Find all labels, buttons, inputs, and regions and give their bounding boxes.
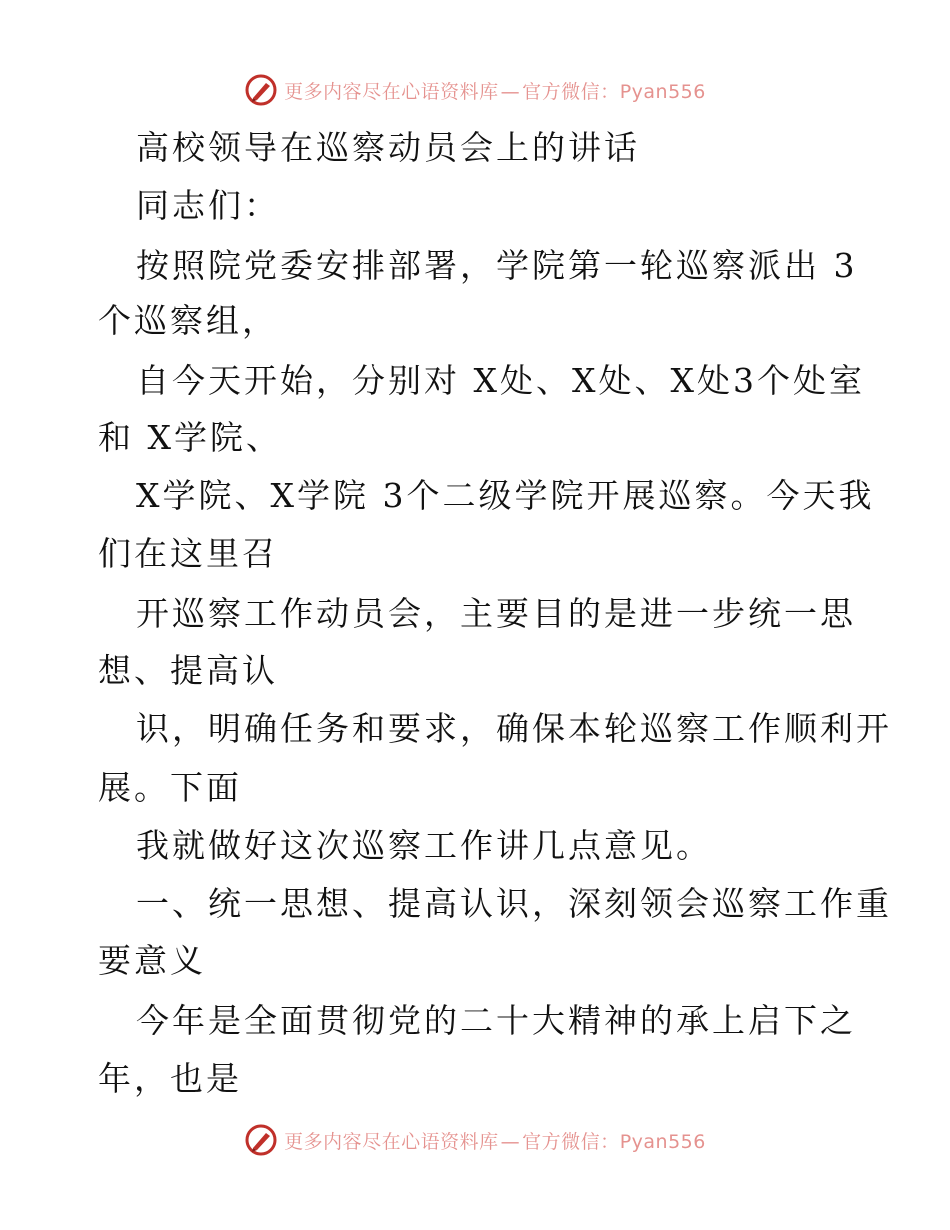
watermark-site-text: 更多内容尽在心语资料库: [284, 1130, 499, 1153]
text-line: 开巡察工作动员会，主要目的是进一步统一思: [136, 594, 856, 633]
footer-watermark: [0, 1120, 950, 1160]
watermark-text: [284, 1127, 706, 1154]
watermark-contact-label: 官方微信：: [522, 80, 620, 103]
text-line: X学院、X学院 3个二级学院开展巡察。今天我: [136, 476, 875, 515]
watermark-contact-label: 官方微信：: [522, 1130, 620, 1153]
watermark-separator: —: [500, 80, 521, 103]
pen-circle-logo-icon: [244, 1123, 278, 1157]
text-line: 和 X学院、: [98, 418, 282, 457]
text-line: 按照院党委安排部署，学院第一轮巡察派出 3: [136, 246, 858, 285]
watermark-contact-id: Pyan556: [619, 1130, 706, 1153]
text-line: 同志们：: [136, 186, 280, 225]
text-line: 识，明确任务和要求，确保本轮巡察工作顺利开: [136, 709, 892, 748]
section-heading-continuation: 要意义: [98, 941, 206, 980]
watermark-site-text: 更多内容尽在心语资料库: [284, 80, 499, 103]
text-line: 个巡察组，: [98, 301, 278, 340]
watermark-contact-id: Pyan556: [619, 80, 706, 103]
text-line: 们在这里召: [98, 534, 278, 573]
watermark-separator: —: [500, 1130, 521, 1153]
text-line: 今年是全面贯彻党的二十大精神的承上启下之: [136, 1001, 856, 1040]
text-line: 我就做好这次巡察工作讲几点意见。: [136, 826, 712, 865]
document-title: 高校领导在巡察动员会上的讲话: [136, 128, 640, 167]
text-line: 年，也是: [98, 1059, 242, 1098]
section-heading: 一、统一思想、提高认识，深刻领会巡察工作重: [136, 884, 892, 923]
text-line: 展。下面: [98, 768, 242, 807]
text-line: 想、提高认: [98, 651, 278, 690]
text-line: 自今天开始，分别对 X处、X处、X处3个处室: [136, 361, 865, 400]
